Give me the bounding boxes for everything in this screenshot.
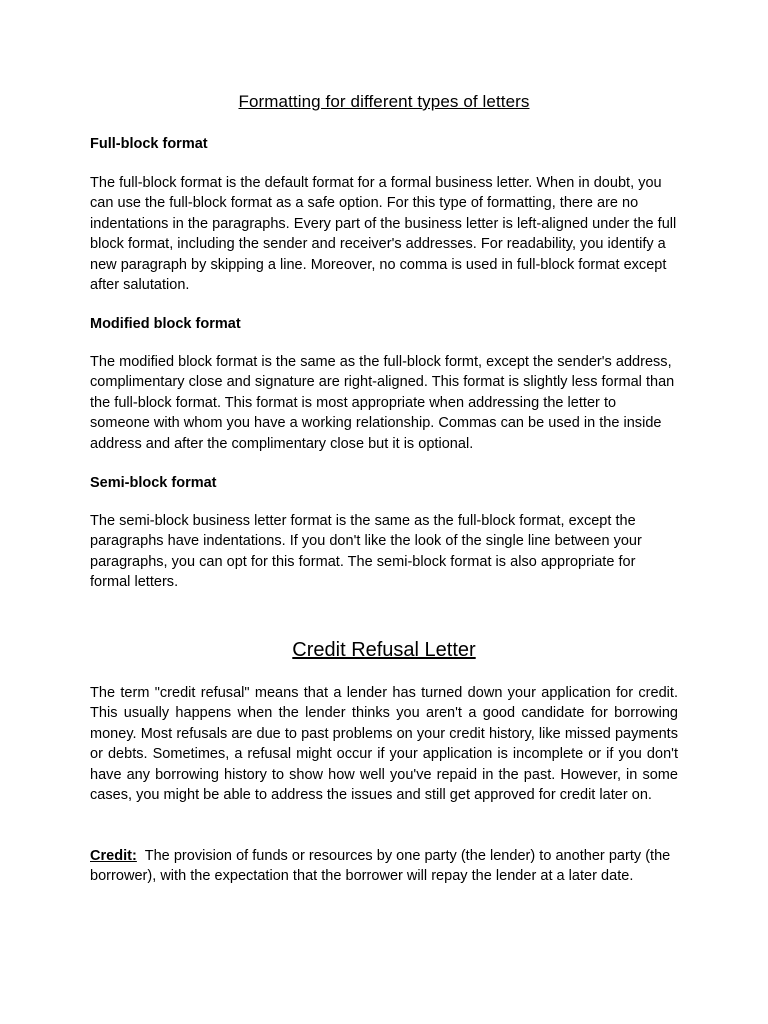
credit-definition-text: The provision of funds or resources by one party (the lender) to another party (the borrower), with the expectation that the borrower will repay the lender at a later date. — [90, 848, 671, 885]
section-heading-full-block: Full-block format — [90, 136, 208, 152]
section-body-full-block: The full-block format is the default format for a formal business letter. When in doubt, you can use the full-block format as a safe option. For this type of formatting, there are no indentations in the paragraphs. Every part of the business letter is left-aligned under the full block format, including the sender and receiver's addresses. For readability, you identify a new paragraph by skipping a line. Moreover, no comma is used in full-block format except after salutation. — [90, 175, 677, 294]
credit-definition-term: Credit: — [90, 848, 137, 864]
section-body-modified-block: The modified block format is the same as the full-block formt, except the sender's address, complimentary close and signature are right-aligned. This format is slightly less formal than the full-block format. This format is most appropriate when addressing the letter to someone with whom you have a working relationship. Commas can be used in the inside address and after the complimentary close but it is optional. — [90, 354, 675, 452]
credit-refusal-title: Credit Refusal Letter — [292, 639, 476, 661]
section-heading-semi-block: Semi-block format — [90, 475, 217, 491]
document-title: Formatting for different types of letters — [238, 92, 530, 111]
section-body-semi-block: The semi-block business letter format is the same as the full-block format, except the paragraphs have indentations. If you don't like the look of the single line between your paragraphs, you can opt for this format. The semi-block format is also appropriate for formal letters. — [90, 513, 642, 591]
credit-refusal-intro: The term "credit refusal" means that a lender has turned down your application for credit. This usually happens when the lender thinks you aren't a good candidate for borrowing money. Most refusals are due to past problems on your credit history, like missed payments or debts. Sometimes, a refusal might occur if your application is incomplete or if you don't have any borrowing history to show how well you've repaid in the past. However, in some cases, you might be able to address the issues and still get approved for credit later on. — [90, 685, 678, 804]
section-heading-modified-block: Modified block format — [90, 316, 241, 332]
credit-definition — [90, 846, 678, 887]
